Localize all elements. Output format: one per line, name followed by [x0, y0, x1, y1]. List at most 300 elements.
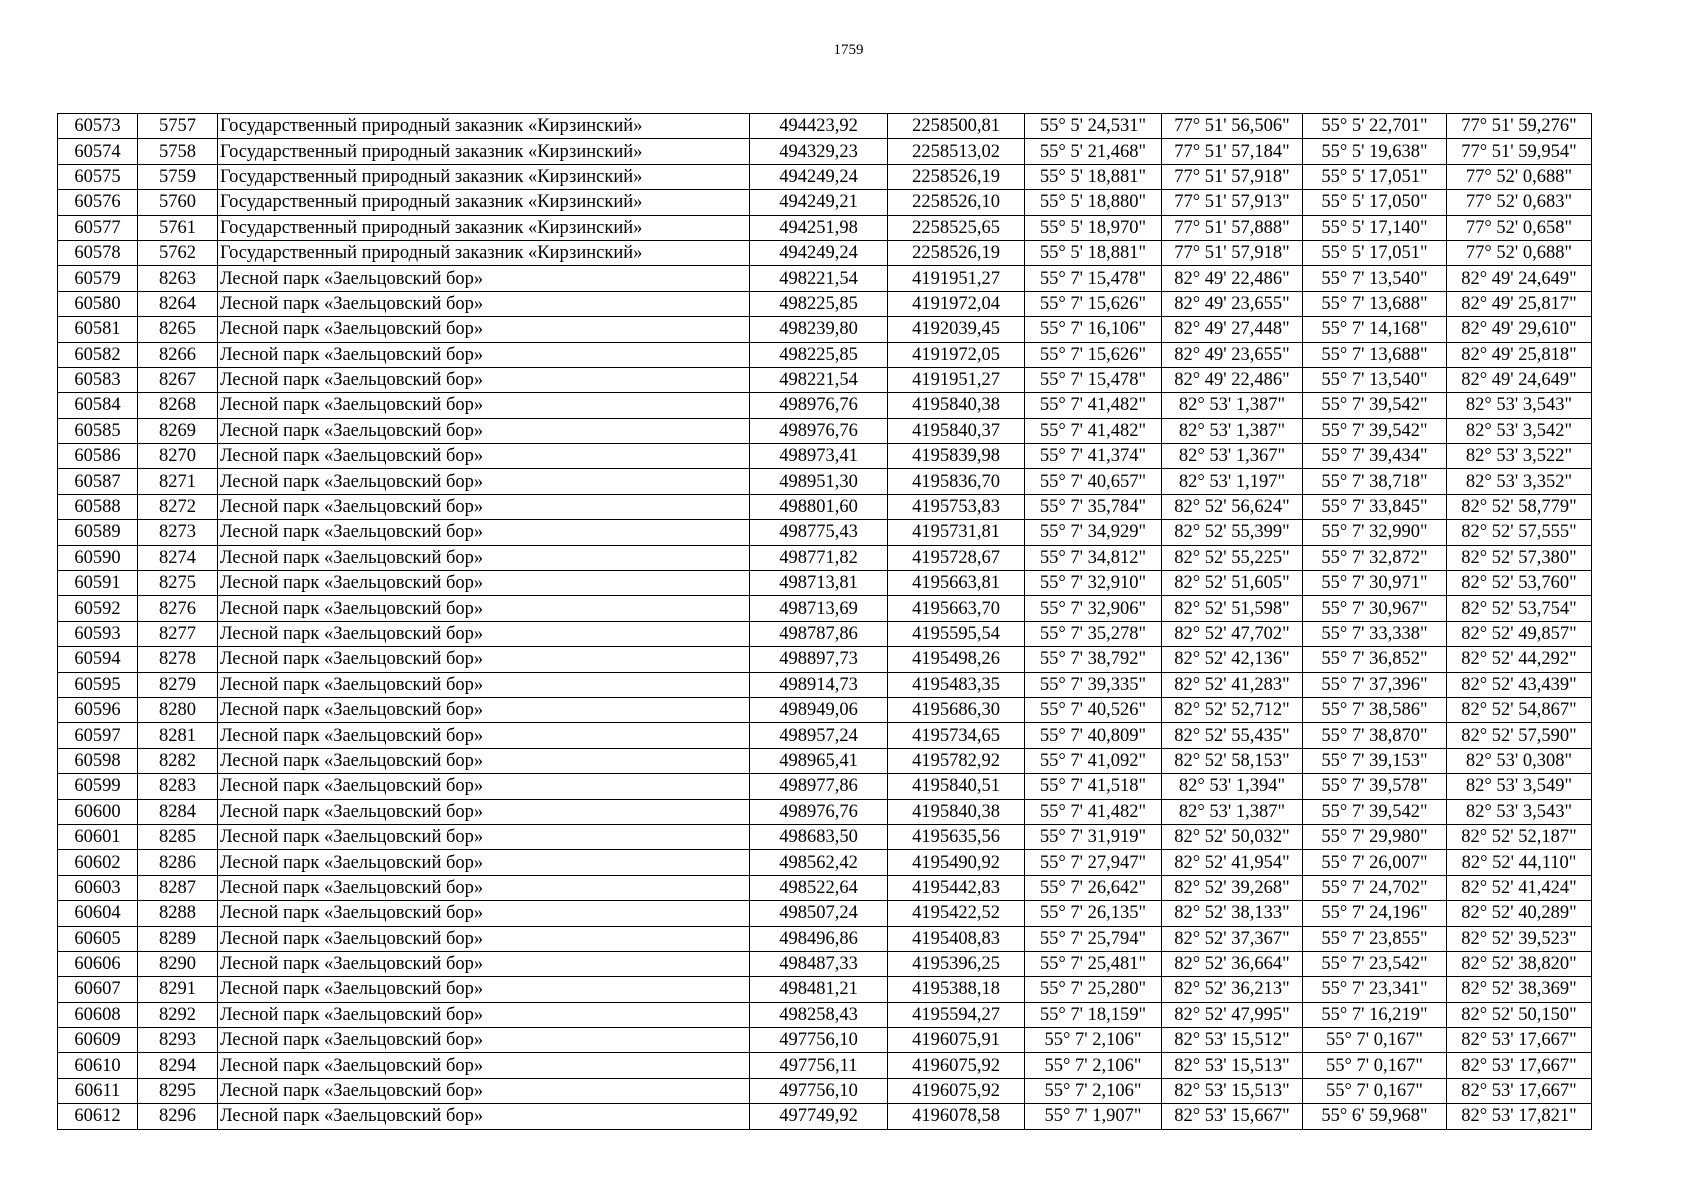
coord-y-cell: 4195396,25: [888, 951, 1025, 976]
latitude-1-cell: 55° 5' 18,880": [1025, 190, 1162, 215]
latitude-1-cell: 55° 7' 39,335": [1025, 672, 1162, 697]
longitude-1-cell: 82° 52' 56,624": [1162, 494, 1303, 519]
latitude-2-cell: 55° 7' 0,167": [1303, 1053, 1447, 1078]
table-row: [58, 977, 1592, 1002]
longitude-1-cell: 82° 52' 52,712": [1162, 697, 1303, 722]
coordinates-table: [57, 113, 1592, 1130]
latitude-1-cell: 55° 7' 2,106": [1025, 1053, 1162, 1078]
table-row: [58, 367, 1592, 392]
latitude-2-cell: 55° 7' 14,168": [1303, 317, 1447, 342]
longitude-1-cell: 82° 52' 51,598": [1162, 596, 1303, 621]
table-row: [58, 494, 1592, 519]
coord-x-cell: 498801,60: [750, 494, 888, 519]
coord-y-cell: 4195595,54: [888, 621, 1025, 646]
latitude-1-cell: 55° 7' 25,481": [1025, 951, 1162, 976]
point-number-cell: 8283: [138, 774, 218, 799]
latitude-2-cell: 55° 7' 16,219": [1303, 1002, 1447, 1027]
table-row: [58, 469, 1592, 494]
longitude-2-cell: 82° 49' 24,649": [1447, 266, 1592, 291]
longitude-1-cell: 82° 52' 51,605": [1162, 571, 1303, 596]
object-name-cell: Лесной парк «Заельцовский бор»: [218, 1104, 750, 1129]
record-id-cell: 60597: [58, 723, 138, 748]
record-id-cell: 60593: [58, 621, 138, 646]
record-id-cell: 60584: [58, 393, 138, 418]
record-id-cell: 60577: [58, 215, 138, 240]
latitude-1-cell: 55° 7' 15,478": [1025, 266, 1162, 291]
table-row: [58, 571, 1592, 596]
longitude-1-cell: 82° 52' 37,367": [1162, 926, 1303, 951]
longitude-1-cell: 82° 52' 36,664": [1162, 951, 1303, 976]
coord-y-cell: 4195840,51: [888, 774, 1025, 799]
latitude-1-cell: 55° 7' 32,906": [1025, 596, 1162, 621]
object-name-cell: Лесной парк «Заельцовский бор»: [218, 901, 750, 926]
latitude-2-cell: 55° 7' 26,007": [1303, 850, 1447, 875]
coord-y-cell: 2258513,02: [888, 139, 1025, 164]
table-row: [58, 444, 1592, 469]
point-number-cell: 8268: [138, 393, 218, 418]
latitude-1-cell: 55° 7' 40,526": [1025, 697, 1162, 722]
point-number-cell: 8275: [138, 571, 218, 596]
coord-y-cell: 2258526,19: [888, 164, 1025, 189]
coord-x-cell: 498775,43: [750, 520, 888, 545]
record-id-cell: 60583: [58, 367, 138, 392]
coord-x-cell: 494423,92: [750, 114, 888, 139]
coord-y-cell: 4195635,56: [888, 824, 1025, 849]
latitude-1-cell: 55° 7' 15,626": [1025, 342, 1162, 367]
latitude-1-cell: 55° 7' 16,106": [1025, 317, 1162, 342]
coord-x-cell: 494251,98: [750, 215, 888, 240]
longitude-1-cell: 82° 52' 55,435": [1162, 723, 1303, 748]
coord-y-cell: 4191972,04: [888, 291, 1025, 316]
object-name-cell: Лесной парк «Заельцовский бор»: [218, 748, 750, 773]
longitude-1-cell: 82° 49' 23,655": [1162, 291, 1303, 316]
record-id-cell: 60574: [58, 139, 138, 164]
latitude-1-cell: 55° 7' 41,374": [1025, 444, 1162, 469]
record-id-cell: 60608: [58, 1002, 138, 1027]
point-number-cell: 8277: [138, 621, 218, 646]
record-id-cell: 60610: [58, 1053, 138, 1078]
record-id-cell: 60581: [58, 317, 138, 342]
latitude-1-cell: 55° 5' 18,881": [1025, 164, 1162, 189]
point-number-cell: 8293: [138, 1028, 218, 1053]
object-name-cell: Лесной парк «Заельцовский бор»: [218, 520, 750, 545]
latitude-1-cell: 55° 7' 32,910": [1025, 571, 1162, 596]
object-name-cell: Лесной парк «Заельцовский бор»: [218, 875, 750, 900]
longitude-1-cell: 82° 49' 22,486": [1162, 367, 1303, 392]
table-row: [58, 139, 1592, 164]
latitude-1-cell: 55° 7' 26,642": [1025, 875, 1162, 900]
table-row: [58, 266, 1592, 291]
point-number-cell: 8266: [138, 342, 218, 367]
coord-x-cell: 498496,86: [750, 926, 888, 951]
point-number-cell: 8287: [138, 875, 218, 900]
table-row: [58, 1028, 1592, 1053]
coord-y-cell: 4195594,27: [888, 1002, 1025, 1027]
longitude-1-cell: 82° 53' 15,513": [1162, 1078, 1303, 1103]
point-number-cell: 8282: [138, 748, 218, 773]
latitude-1-cell: 55° 7' 34,929": [1025, 520, 1162, 545]
table-row: [58, 621, 1592, 646]
point-number-cell: 8276: [138, 596, 218, 621]
table-row: [58, 520, 1592, 545]
longitude-2-cell: 82° 53' 17,667": [1447, 1053, 1592, 1078]
coord-y-cell: 4191951,27: [888, 367, 1025, 392]
coord-y-cell: 4195782,92: [888, 748, 1025, 773]
record-id-cell: 60576: [58, 190, 138, 215]
coord-x-cell: 498487,33: [750, 951, 888, 976]
object-name-cell: Государственный природный заказник «Кирзинский»: [218, 139, 750, 164]
coord-x-cell: 498976,76: [750, 393, 888, 418]
coord-y-cell: 4196075,92: [888, 1053, 1025, 1078]
latitude-1-cell: 55° 7' 2,106": [1025, 1078, 1162, 1103]
longitude-1-cell: 82° 52' 47,702": [1162, 621, 1303, 646]
table-row: [58, 342, 1592, 367]
table-row: [58, 190, 1592, 215]
coord-x-cell: 498771,82: [750, 545, 888, 570]
latitude-2-cell: 55° 7' 32,990": [1303, 520, 1447, 545]
longitude-1-cell: 82° 53' 1,387": [1162, 799, 1303, 824]
object-name-cell: Лесной парк «Заельцовский бор»: [218, 621, 750, 646]
coord-y-cell: 4195483,35: [888, 672, 1025, 697]
coord-y-cell: 4195388,18: [888, 977, 1025, 1002]
longitude-1-cell: 82° 52' 55,225": [1162, 545, 1303, 570]
object-name-cell: Лесной парк «Заельцовский бор»: [218, 926, 750, 951]
longitude-1-cell: 82° 49' 27,448": [1162, 317, 1303, 342]
longitude-1-cell: 82° 49' 22,486": [1162, 266, 1303, 291]
latitude-1-cell: 55° 5' 18,881": [1025, 240, 1162, 265]
coord-y-cell: 4195728,67: [888, 545, 1025, 570]
record-id-cell: 60600: [58, 799, 138, 824]
latitude-1-cell: 55° 7' 34,812": [1025, 545, 1162, 570]
longitude-2-cell: 77° 51' 59,954": [1447, 139, 1592, 164]
coord-x-cell: 498258,43: [750, 1002, 888, 1027]
object-name-cell: Лесной парк «Заельцовский бор»: [218, 393, 750, 418]
page-number: 1759: [833, 42, 864, 58]
table-row: [58, 596, 1592, 621]
latitude-2-cell: 55° 7' 30,967": [1303, 596, 1447, 621]
record-id-cell: 60609: [58, 1028, 138, 1053]
latitude-2-cell: 55° 5' 17,050": [1303, 190, 1447, 215]
latitude-1-cell: 55° 5' 21,468": [1025, 139, 1162, 164]
coord-y-cell: 4192039,45: [888, 317, 1025, 342]
point-number-cell: 8285: [138, 824, 218, 849]
record-id-cell: 60606: [58, 951, 138, 976]
object-name-cell: Лесной парк «Заельцовский бор»: [218, 647, 750, 672]
object-name-cell: Государственный природный заказник «Кирзинский»: [218, 240, 750, 265]
coord-x-cell: 498239,80: [750, 317, 888, 342]
longitude-2-cell: 82° 52' 54,867": [1447, 697, 1592, 722]
record-id-cell: 60588: [58, 494, 138, 519]
object-name-cell: Лесной парк «Заельцовский бор»: [218, 266, 750, 291]
object-name-cell: Лесной парк «Заельцовский бор»: [218, 367, 750, 392]
table-row: [58, 748, 1592, 773]
coord-y-cell: 4196075,91: [888, 1028, 1025, 1053]
coord-y-cell: 4195734,65: [888, 723, 1025, 748]
coord-x-cell: 498713,69: [750, 596, 888, 621]
object-name-cell: Лесной парк «Заельцовский бор»: [218, 469, 750, 494]
coord-x-cell: 497756,11: [750, 1053, 888, 1078]
point-number-cell: 8280: [138, 697, 218, 722]
point-number-cell: 5757: [138, 114, 218, 139]
longitude-2-cell: 82° 52' 53,754": [1447, 596, 1592, 621]
longitude-2-cell: 82° 53' 3,543": [1447, 393, 1592, 418]
object-name-cell: Лесной парк «Заельцовский бор»: [218, 571, 750, 596]
latitude-2-cell: 55° 7' 39,434": [1303, 444, 1447, 469]
object-name-cell: Государственный природный заказник «Кирзинский»: [218, 190, 750, 215]
latitude-2-cell: 55° 7' 32,872": [1303, 545, 1447, 570]
record-id-cell: 60602: [58, 850, 138, 875]
coordinates-table-container: [57, 113, 1592, 1130]
record-id-cell: 60578: [58, 240, 138, 265]
coord-x-cell: 498965,41: [750, 748, 888, 773]
latitude-1-cell: 55° 7' 15,626": [1025, 291, 1162, 316]
record-id-cell: 60579: [58, 266, 138, 291]
object-name-cell: Государственный природный заказник «Кирзинский»: [218, 114, 750, 139]
coord-x-cell: 498683,50: [750, 824, 888, 849]
record-id-cell: 60573: [58, 114, 138, 139]
latitude-1-cell: 55° 7' 26,135": [1025, 901, 1162, 926]
longitude-2-cell: 82° 52' 40,289": [1447, 901, 1592, 926]
latitude-2-cell: 55° 7' 24,702": [1303, 875, 1447, 900]
coord-y-cell: 4195422,52: [888, 901, 1025, 926]
record-id-cell: 60607: [58, 977, 138, 1002]
latitude-1-cell: 55° 7' 25,794": [1025, 926, 1162, 951]
point-number-cell: 8290: [138, 951, 218, 976]
table-row: [58, 697, 1592, 722]
longitude-2-cell: 82° 52' 38,820": [1447, 951, 1592, 976]
object-name-cell: Лесной парк «Заельцовский бор»: [218, 1002, 750, 1027]
object-name-cell: Государственный природный заказник «Кирзинский»: [218, 164, 750, 189]
record-id-cell: 60611: [58, 1078, 138, 1103]
longitude-2-cell: 82° 53' 17,667": [1447, 1078, 1592, 1103]
coord-x-cell: 494249,24: [750, 164, 888, 189]
object-name-cell: Лесной парк «Заельцовский бор»: [218, 1078, 750, 1103]
latitude-1-cell: 55° 7' 41,482": [1025, 799, 1162, 824]
table-row: [58, 291, 1592, 316]
longitude-1-cell: 77° 51' 57,888": [1162, 215, 1303, 240]
table-row: [58, 850, 1592, 875]
longitude-1-cell: 82° 52' 39,268": [1162, 875, 1303, 900]
latitude-2-cell: 55° 5' 19,638": [1303, 139, 1447, 164]
coord-x-cell: 498522,64: [750, 875, 888, 900]
coord-y-cell: 2258525,65: [888, 215, 1025, 240]
table-row: [58, 545, 1592, 570]
latitude-2-cell: 55° 7' 13,688": [1303, 291, 1447, 316]
object-name-cell: Лесной парк «Заельцовский бор»: [218, 951, 750, 976]
latitude-1-cell: 55° 7' 41,092": [1025, 748, 1162, 773]
latitude-1-cell: 55° 7' 35,278": [1025, 621, 1162, 646]
latitude-2-cell: 55° 7' 30,971": [1303, 571, 1447, 596]
latitude-1-cell: 55° 7' 38,792": [1025, 647, 1162, 672]
longitude-2-cell: 82° 52' 58,779": [1447, 494, 1592, 519]
longitude-2-cell: 82° 52' 44,292": [1447, 647, 1592, 672]
table-row: [58, 824, 1592, 849]
coord-y-cell: 2258526,19: [888, 240, 1025, 265]
coord-y-cell: 2258500,81: [888, 114, 1025, 139]
longitude-1-cell: 82° 53' 15,512": [1162, 1028, 1303, 1053]
latitude-2-cell: 55° 7' 23,542": [1303, 951, 1447, 976]
latitude-2-cell: 55° 7' 0,167": [1303, 1078, 1447, 1103]
longitude-1-cell: 82° 53' 1,197": [1162, 469, 1303, 494]
coord-x-cell: 497756,10: [750, 1078, 888, 1103]
record-id-cell: 60598: [58, 748, 138, 773]
latitude-1-cell: 55° 7' 1,907": [1025, 1104, 1162, 1129]
table-row: [58, 240, 1592, 265]
point-number-cell: 8279: [138, 672, 218, 697]
latitude-2-cell: 55° 6' 59,968": [1303, 1104, 1447, 1129]
table-row: [58, 317, 1592, 342]
latitude-2-cell: 55° 7' 29,980": [1303, 824, 1447, 849]
coord-x-cell: 498949,06: [750, 697, 888, 722]
longitude-2-cell: 82° 52' 57,380": [1447, 545, 1592, 570]
point-number-cell: 8271: [138, 469, 218, 494]
coord-x-cell: 498957,24: [750, 723, 888, 748]
longitude-1-cell: 82° 49' 23,655": [1162, 342, 1303, 367]
latitude-1-cell: 55° 7' 40,809": [1025, 723, 1162, 748]
object-name-cell: Лесной парк «Заельцовский бор»: [218, 723, 750, 748]
coord-x-cell: 494249,24: [750, 240, 888, 265]
coord-y-cell: 4195840,38: [888, 393, 1025, 418]
point-number-cell: 8289: [138, 926, 218, 951]
record-id-cell: 60582: [58, 342, 138, 367]
longitude-2-cell: 82° 52' 43,439": [1447, 672, 1592, 697]
coord-x-cell: 498221,54: [750, 266, 888, 291]
coord-x-cell: 498787,86: [750, 621, 888, 646]
table-row: [58, 1053, 1592, 1078]
longitude-2-cell: 77° 52' 0,688": [1447, 240, 1592, 265]
latitude-2-cell: 55° 7' 13,540": [1303, 367, 1447, 392]
coord-y-cell: 4195490,92: [888, 850, 1025, 875]
object-name-cell: Лесной парк «Заельцовский бор»: [218, 291, 750, 316]
point-number-cell: 8281: [138, 723, 218, 748]
point-number-cell: 8286: [138, 850, 218, 875]
table-body: [58, 114, 1592, 1130]
longitude-1-cell: 82° 53' 15,513": [1162, 1053, 1303, 1078]
longitude-1-cell: 77° 51' 57,918": [1162, 240, 1303, 265]
point-number-cell: 8278: [138, 647, 218, 672]
coord-x-cell: 498973,41: [750, 444, 888, 469]
coord-y-cell: 4195731,81: [888, 520, 1025, 545]
latitude-2-cell: 55° 7' 23,341": [1303, 977, 1447, 1002]
latitude-2-cell: 55° 7' 0,167": [1303, 1028, 1447, 1053]
coord-x-cell: 498225,85: [750, 291, 888, 316]
longitude-1-cell: 82° 53' 1,387": [1162, 393, 1303, 418]
object-name-cell: Лесной парк «Заельцовский бор»: [218, 494, 750, 519]
longitude-2-cell: 77° 52' 0,683": [1447, 190, 1592, 215]
coord-y-cell: 4191951,27: [888, 266, 1025, 291]
record-id-cell: 60590: [58, 545, 138, 570]
object-name-cell: Лесной парк «Заельцовский бор»: [218, 672, 750, 697]
latitude-2-cell: 55° 5' 17,051": [1303, 240, 1447, 265]
object-name-cell: Лесной парк «Заельцовский бор»: [218, 850, 750, 875]
longitude-2-cell: 82° 52' 44,110": [1447, 850, 1592, 875]
point-number-cell: 8265: [138, 317, 218, 342]
record-id-cell: 60612: [58, 1104, 138, 1129]
latitude-2-cell: 55° 7' 37,396": [1303, 672, 1447, 697]
coord-x-cell: 498713,81: [750, 571, 888, 596]
coord-x-cell: 498977,86: [750, 774, 888, 799]
longitude-2-cell: 82° 53' 3,543": [1447, 799, 1592, 824]
coord-y-cell: 4195663,81: [888, 571, 1025, 596]
coord-y-cell: 4195840,37: [888, 418, 1025, 443]
coord-y-cell: 4195498,26: [888, 647, 1025, 672]
record-id-cell: 60603: [58, 875, 138, 900]
latitude-1-cell: 55° 7' 15,478": [1025, 367, 1162, 392]
point-number-cell: 5758: [138, 139, 218, 164]
point-number-cell: 8295: [138, 1078, 218, 1103]
longitude-1-cell: 82° 53' 1,387": [1162, 418, 1303, 443]
table-row: [58, 799, 1592, 824]
record-id-cell: 60592: [58, 596, 138, 621]
coord-y-cell: 4195663,70: [888, 596, 1025, 621]
longitude-1-cell: 82° 52' 41,954": [1162, 850, 1303, 875]
longitude-2-cell: 77° 51' 59,276": [1447, 114, 1592, 139]
longitude-2-cell: 82° 53' 3,549": [1447, 774, 1592, 799]
table-row: [58, 647, 1592, 672]
longitude-2-cell: 82° 53' 3,542": [1447, 418, 1592, 443]
point-number-cell: 8274: [138, 545, 218, 570]
longitude-2-cell: 82° 53' 17,821": [1447, 1104, 1592, 1129]
coord-x-cell: 498562,42: [750, 850, 888, 875]
latitude-2-cell: 55° 7' 13,688": [1303, 342, 1447, 367]
longitude-2-cell: 82° 52' 49,857": [1447, 621, 1592, 646]
latitude-1-cell: 55° 7' 27,947": [1025, 850, 1162, 875]
coord-y-cell: 4195686,30: [888, 697, 1025, 722]
point-number-cell: 8296: [138, 1104, 218, 1129]
longitude-2-cell: 82° 52' 57,555": [1447, 520, 1592, 545]
point-number-cell: 8284: [138, 799, 218, 824]
longitude-2-cell: 82° 53' 3,352": [1447, 469, 1592, 494]
object-name-cell: Лесной парк «Заельцовский бор»: [218, 444, 750, 469]
longitude-2-cell: 82° 49' 25,818": [1447, 342, 1592, 367]
longitude-1-cell: 77° 51' 57,918": [1162, 164, 1303, 189]
record-id-cell: 60587: [58, 469, 138, 494]
point-number-cell: 8269: [138, 418, 218, 443]
latitude-1-cell: 55° 5' 18,970": [1025, 215, 1162, 240]
latitude-2-cell: 55° 7' 33,845": [1303, 494, 1447, 519]
longitude-2-cell: 82° 52' 39,523": [1447, 926, 1592, 951]
object-name-cell: Лесной парк «Заельцовский бор»: [218, 697, 750, 722]
longitude-2-cell: 82° 49' 24,649": [1447, 367, 1592, 392]
coord-y-cell: 4195408,83: [888, 926, 1025, 951]
latitude-2-cell: 55° 7' 36,852": [1303, 647, 1447, 672]
longitude-1-cell: 82° 52' 36,213": [1162, 977, 1303, 1002]
coord-x-cell: 494329,23: [750, 139, 888, 164]
latitude-1-cell: 55° 7' 2,106": [1025, 1028, 1162, 1053]
coord-y-cell: 4195836,70: [888, 469, 1025, 494]
table-row: [58, 723, 1592, 748]
latitude-2-cell: 55° 5' 17,140": [1303, 215, 1447, 240]
object-name-cell: Лесной парк «Заельцовский бор»: [218, 545, 750, 570]
record-id-cell: 60594: [58, 647, 138, 672]
table-row: [58, 672, 1592, 697]
object-name-cell: Лесной парк «Заельцовский бор»: [218, 342, 750, 367]
table-row: [58, 215, 1592, 240]
longitude-2-cell: 77° 52' 0,688": [1447, 164, 1592, 189]
longitude-2-cell: 82° 53' 3,522": [1447, 444, 1592, 469]
point-number-cell: 5762: [138, 240, 218, 265]
longitude-2-cell: 82° 52' 38,369": [1447, 977, 1592, 1002]
latitude-2-cell: 55° 7' 38,870": [1303, 723, 1447, 748]
coord-x-cell: 498951,30: [750, 469, 888, 494]
point-number-cell: 8292: [138, 1002, 218, 1027]
object-name-cell: Лесной парк «Заельцовский бор»: [218, 1053, 750, 1078]
latitude-2-cell: 55° 5' 22,701": [1303, 114, 1447, 139]
coord-x-cell: 497756,10: [750, 1028, 888, 1053]
latitude-2-cell: 55° 7' 39,542": [1303, 799, 1447, 824]
longitude-1-cell: 77° 51' 56,506": [1162, 114, 1303, 139]
coord-x-cell: 498221,54: [750, 367, 888, 392]
